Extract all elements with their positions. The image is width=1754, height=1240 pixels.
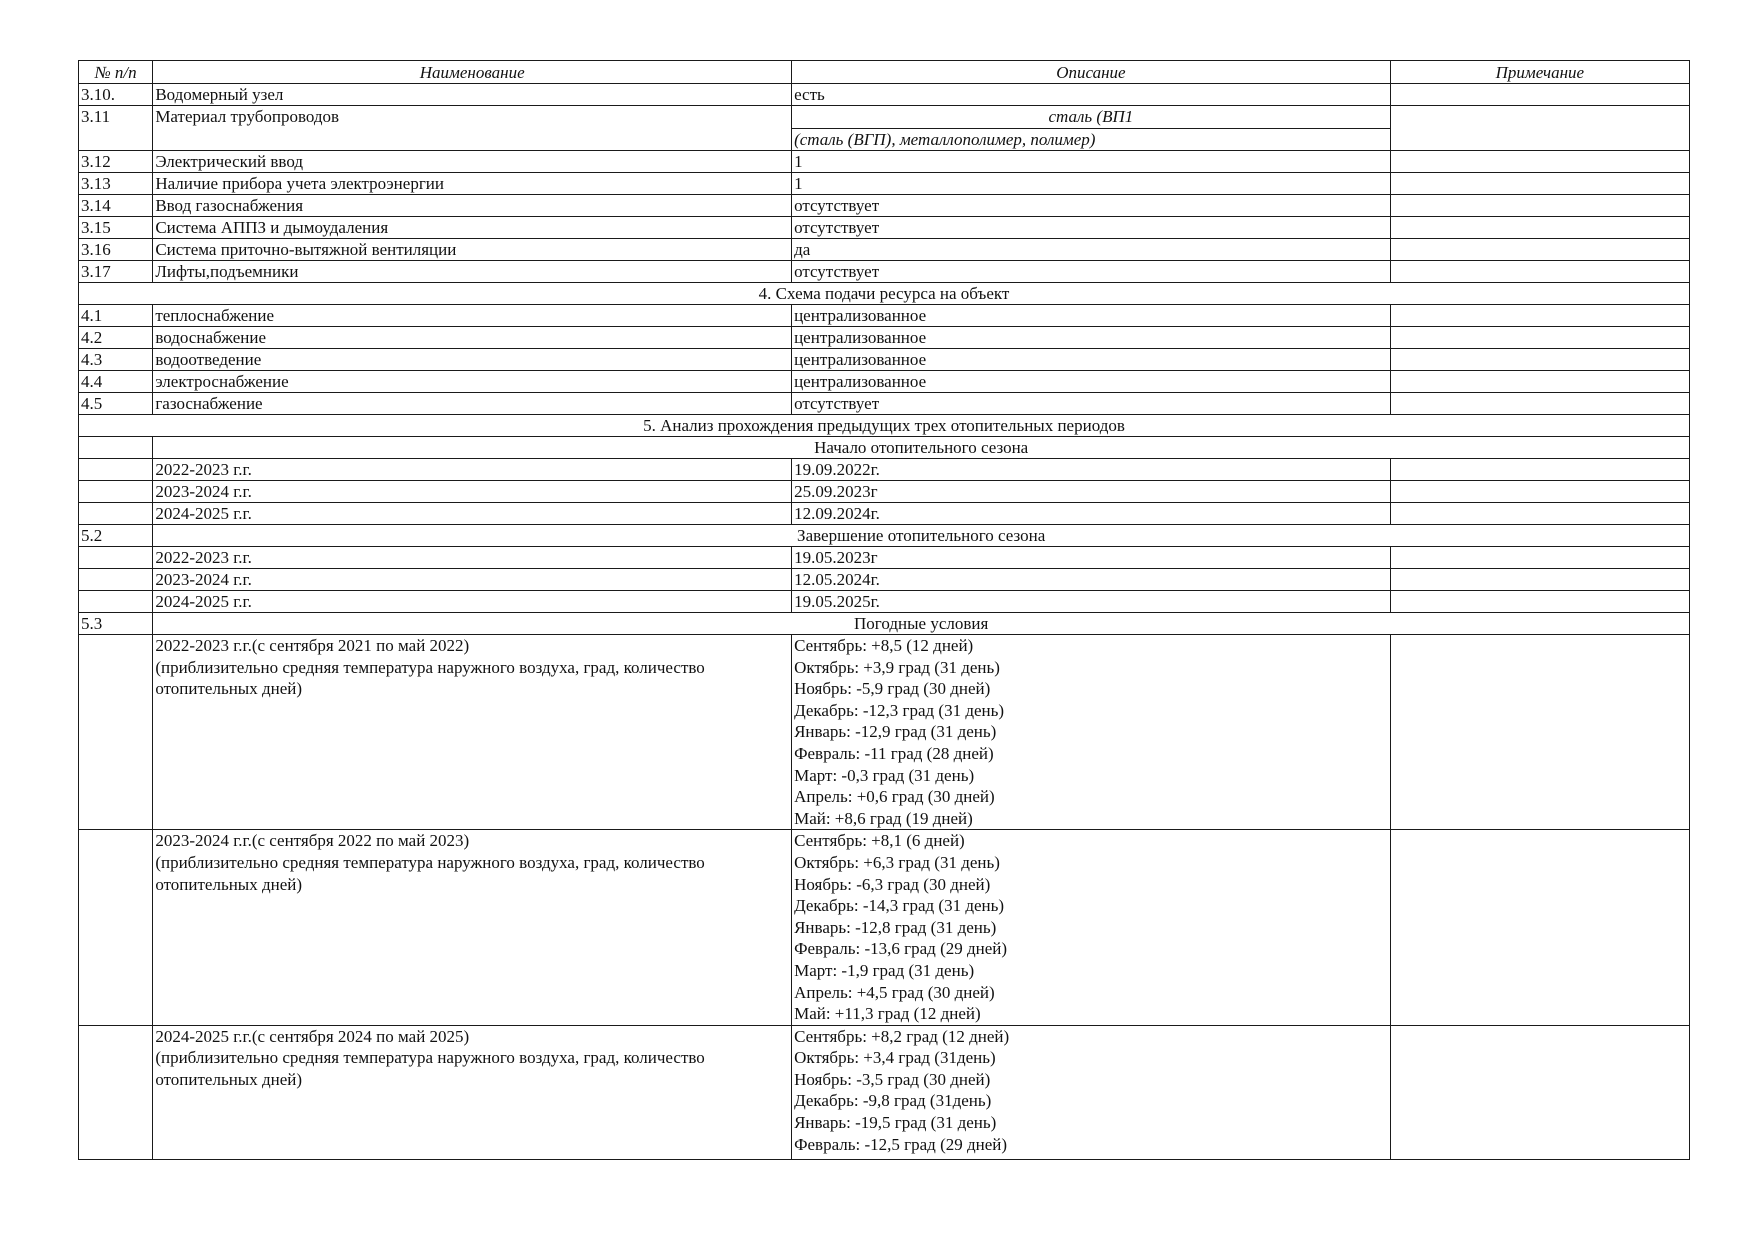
row-desc: централизованное bbox=[792, 349, 1391, 371]
season-end-label: Завершение отопительного сезона bbox=[153, 525, 1690, 547]
row-note bbox=[1390, 305, 1689, 327]
row-desc: 19.09.2022г. bbox=[792, 459, 1391, 481]
row-note bbox=[1390, 547, 1689, 569]
row-num bbox=[79, 459, 153, 481]
row-desc: централизованное bbox=[792, 371, 1391, 393]
weather-row bbox=[79, 1025, 1690, 1159]
row-desc: отсутствует bbox=[792, 393, 1391, 415]
season-start-label-row bbox=[79, 437, 1690, 459]
row-note bbox=[1390, 371, 1689, 393]
row-name: 2024-2025 г.г. bbox=[153, 591, 792, 613]
row-num: 4.5 bbox=[79, 393, 153, 415]
row-desc: 1 bbox=[792, 173, 1391, 195]
row-name: Наличие прибора учета электроэнергии bbox=[153, 173, 792, 195]
row-name: водоснабжение bbox=[153, 327, 792, 349]
row-desc-bottom: (сталь (ВГП), металлополимер, полимер) bbox=[794, 130, 1096, 149]
row-num: 4.1 bbox=[79, 305, 153, 327]
row-note bbox=[1390, 635, 1689, 830]
table-row bbox=[79, 84, 1690, 106]
row-desc: отсутствует bbox=[792, 217, 1391, 239]
row-num bbox=[79, 1025, 153, 1159]
row-note bbox=[1390, 106, 1689, 151]
row-num: 4.2 bbox=[79, 327, 153, 349]
table-row bbox=[79, 481, 1690, 503]
row-note bbox=[1390, 261, 1689, 283]
row-num: 5.3 bbox=[79, 613, 153, 635]
season-end-label-row bbox=[79, 525, 1690, 547]
row-note bbox=[1390, 830, 1689, 1025]
row-name: электроснабжение bbox=[153, 371, 792, 393]
weather-details: Сентябрь: +8,2 град (12 дней) Октябрь: +3,4 град (31день) Ноябрь: -3,5 град (30 дней) Декабрь: -9,8 град (31день) Январь: -19,5 град (31 день) Февраль: -12,5 град (29 дней) bbox=[792, 1025, 1391, 1159]
weather-row bbox=[79, 635, 1690, 830]
table-row bbox=[79, 261, 1690, 283]
section-4-title-row bbox=[79, 283, 1690, 305]
row-num bbox=[79, 437, 153, 459]
row-note bbox=[1390, 217, 1689, 239]
row-num bbox=[79, 503, 153, 525]
row-name: Ввод газоснабжения bbox=[153, 195, 792, 217]
row-name: 2024-2025 г.г. bbox=[153, 503, 792, 525]
weather-period: 2024-2025 г.г.(с сентября 2024 по май 2025) (приблизительно средняя температура наружного воздуха, град, количество отопительных дней) bbox=[153, 1025, 792, 1159]
row-name: 2022-2023 г.г. bbox=[153, 547, 792, 569]
row-desc-top: сталь (ВП1 bbox=[792, 106, 1390, 129]
row-name: Материал трубопроводов bbox=[153, 106, 792, 151]
row-note bbox=[1390, 591, 1689, 613]
row-desc: 12.09.2024г. bbox=[792, 503, 1391, 525]
row-note bbox=[1390, 481, 1689, 503]
row-num: 3.12 bbox=[79, 151, 153, 173]
row-num: 5.2 bbox=[79, 525, 153, 547]
row-desc: 19.05.2025г. bbox=[792, 591, 1391, 613]
row-name: газоснабжение bbox=[153, 393, 792, 415]
weather-details: Сентябрь: +8,5 (12 дней) Октябрь: +3,9 град (31 день) Ноябрь: -5,9 град (30 дней) Декабрь: -12,3 град (31 день) Январь: -12,9 град (31 день) Февраль: -11 град (28 дней) Март: -0,3 град (31 день) Апрель: +0,6 град (30 дней) Май: +8,6 град (19 дней) bbox=[792, 635, 1391, 830]
table-row bbox=[79, 349, 1690, 371]
row-num: 3.17 bbox=[79, 261, 153, 283]
table-row bbox=[79, 151, 1690, 173]
row-name: 2023-2024 г.г. bbox=[153, 481, 792, 503]
table-row bbox=[79, 327, 1690, 349]
row-num bbox=[79, 547, 153, 569]
row-note bbox=[1390, 239, 1689, 261]
header-desc: Описание bbox=[792, 61, 1391, 84]
weather-details: Сентябрь: +8,1 (6 дней) Октябрь: +6,3 град (31 день) Ноябрь: -6,3 град (30 дней) Декабрь: -14,3 град (31 день) Январь: -12,8 град (31 день) Февраль: -13,6 град (29 дней) Март: -1,9 град (31 день) Апрель: +4,5 град (30 дней) Май: +11,3 град (12 дней) bbox=[792, 830, 1391, 1025]
row-name: Лифты,подъемники bbox=[153, 261, 792, 283]
row-desc: централизованное bbox=[792, 305, 1391, 327]
row-note bbox=[1390, 173, 1689, 195]
row-name: водоотведение bbox=[153, 349, 792, 371]
table-row bbox=[79, 217, 1690, 239]
row-note bbox=[1390, 569, 1689, 591]
row-desc: 19.05.2023г bbox=[792, 547, 1391, 569]
table-row bbox=[79, 591, 1690, 613]
weather-period: 2023-2024 г.г.(с сентября 2022 по май 2023) (приблизительно средняя температура наружного воздуха, град, количество отопительных дней) bbox=[153, 830, 792, 1025]
row-name: Система приточно-вытяжной вентиляции bbox=[153, 239, 792, 261]
row-desc: централизованное bbox=[792, 327, 1391, 349]
row-name: 2023-2024 г.г. bbox=[153, 569, 792, 591]
table-row bbox=[79, 547, 1690, 569]
row-desc-split bbox=[792, 106, 1391, 151]
row-desc: 12.05.2024г. bbox=[792, 569, 1391, 591]
row-num: 3.10. bbox=[79, 84, 153, 106]
row-desc: есть bbox=[792, 84, 1391, 106]
table-row bbox=[79, 393, 1690, 415]
row-note bbox=[1390, 503, 1689, 525]
table-row bbox=[79, 503, 1690, 525]
table-row bbox=[79, 371, 1690, 393]
header-num: № п/п bbox=[79, 61, 153, 84]
row-name: 2022-2023 г.г. bbox=[153, 459, 792, 481]
table-row-3-11 bbox=[79, 106, 1690, 151]
table-row bbox=[79, 239, 1690, 261]
facility-table bbox=[78, 60, 1690, 1160]
row-num: 3.15 bbox=[79, 217, 153, 239]
row-num: 3.14 bbox=[79, 195, 153, 217]
weather-row bbox=[79, 830, 1690, 1025]
row-note bbox=[1390, 151, 1689, 173]
row-name: Электрический ввод bbox=[153, 151, 792, 173]
row-num: 3.11 bbox=[79, 106, 153, 151]
section-5-title: 5. Анализ прохождения предыдущих трех отопительных периодов bbox=[79, 415, 1690, 437]
row-num bbox=[79, 591, 153, 613]
row-num bbox=[79, 569, 153, 591]
season-start-label: Начало отопительного сезона bbox=[153, 437, 1690, 459]
weather-label-row bbox=[79, 613, 1690, 635]
table-row bbox=[79, 459, 1690, 481]
weather-label: Погодные условия bbox=[153, 613, 1690, 635]
row-note bbox=[1390, 393, 1689, 415]
header-note: Примечание bbox=[1390, 61, 1689, 84]
row-note bbox=[1390, 459, 1689, 481]
row-num bbox=[79, 830, 153, 1025]
row-num: 3.16 bbox=[79, 239, 153, 261]
row-desc: да bbox=[792, 239, 1391, 261]
row-name: Водомерный узел bbox=[153, 84, 792, 106]
row-name: Система АППЗ и дымоудаления bbox=[153, 217, 792, 239]
row-num bbox=[79, 481, 153, 503]
row-note bbox=[1390, 327, 1689, 349]
row-note bbox=[1390, 84, 1689, 106]
row-num: 3.13 bbox=[79, 173, 153, 195]
row-num: 4.3 bbox=[79, 349, 153, 371]
row-note bbox=[1390, 195, 1689, 217]
row-desc: 25.09.2023г bbox=[792, 481, 1391, 503]
row-note bbox=[1390, 349, 1689, 371]
header-name: Наименование bbox=[153, 61, 792, 84]
row-note bbox=[1390, 1025, 1689, 1159]
row-num: 4.4 bbox=[79, 371, 153, 393]
row-desc: отсутствует bbox=[792, 261, 1391, 283]
weather-period: 2022-2023 г.г.(с сентября 2021 по май 2022) (приблизительно средняя температура наружного воздуха, град, количество отопительных дней) bbox=[153, 635, 792, 830]
row-desc: отсутствует bbox=[792, 195, 1391, 217]
table-row bbox=[79, 195, 1690, 217]
table-row bbox=[79, 173, 1690, 195]
row-num bbox=[79, 635, 153, 830]
row-desc: 1 bbox=[792, 151, 1391, 173]
table-row bbox=[79, 569, 1690, 591]
header-row bbox=[79, 61, 1690, 84]
section-4-title: 4. Схема подачи ресурса на объект bbox=[79, 283, 1690, 305]
section-5-title-row bbox=[79, 415, 1690, 437]
row-name: теплоснабжение bbox=[153, 305, 792, 327]
table-row bbox=[79, 305, 1690, 327]
